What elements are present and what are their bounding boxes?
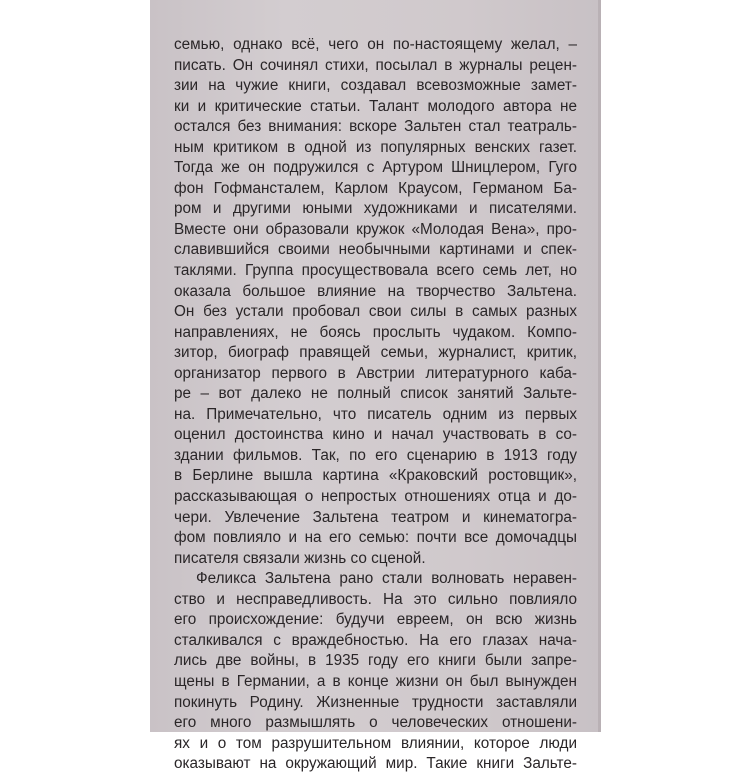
page-edge [598,0,601,732]
text-line: на. Примечательно, что писатель одним из первых [174,405,577,423]
text-line: лись две войны, в 1935 году его книги были запре- [174,652,577,670]
text-line: семью, однако всё, чего он по-настоящему желал, – [174,36,577,53]
text-line: зии на чужие книги, создавал всевозможные замет- [174,77,577,95]
text-line: его происхождение: будучи евреем, он всю жизнь [174,611,577,629]
text-line: Он без устали пробовал свои силы в самых разных [174,303,577,321]
text-line: ром и другими юными художниками и писателями. [174,200,577,218]
text-line: писателя связали жизнь со сценой. [174,549,426,567]
text-line: зитор, биограф правящей семьи, журналист, критик, [174,344,577,362]
text-line: направлениях, не боясь прослыть чудаком. Компо- [174,323,577,341]
text-line: оказывают на окружающий мир. Такие книги Зальте- [174,755,577,773]
text-line: ях и о том разрушительном влиянии, которое люди [174,734,577,752]
text-line: таклями. Группа просуществовала всего семь лет, но [174,262,577,280]
text-line: щены в Германии, а в конце жизни он был вынужден [174,672,577,690]
text-line: Тогда же он подружился с Артуром Шницлером, Гуго [174,159,577,177]
text-line: остался без внимания: вскоре Зальтен стал театраль- [174,118,577,136]
body-text [174,35,577,775]
text-line: Вместе они образовали кружок «Молодая Вена», про- [174,220,577,238]
text-line: организатор первого в Австрии литературного каба- [174,364,577,382]
text-line: ки и критические статьи. Талант молодого автора не [174,97,577,115]
text-line: здании фильмов. Так, по его сценарию в 1913 году [174,446,577,464]
text-line: сталкивался с враждебностью. На его глазах нача- [174,631,577,649]
text-line: покинуть Родину. Жизненные трудности заставляли [174,693,577,711]
text-line: славившийся своими необычными картинами и спек- [174,241,577,259]
text-line: фом повлияло и на его семью: почти все домочадцы [174,529,577,547]
text-line: Феликса Зальтена рано стали волновать неравен- [196,570,577,588]
text-line: ство и несправедливость. На это сильно повлияло [174,590,577,608]
text-line: чери. Увлечение Зальтена театром и кинематогра- [174,508,577,526]
text-line: фон Гофмансталем, Карлом Краусом, Германом Ба- [174,179,577,197]
text-line: в Берлине вышла картина «Краковский ростовщик», [174,467,577,485]
text-line: оказала большое влияние на творчество Зальтена. [174,282,577,300]
text-line: ным критиком в одной из популярных венских газет. [174,138,577,156]
text-line: ре – вот далеко не полный список занятий Зальте- [174,385,577,403]
text-line: рассказывающая о непростых отношениях отца и до- [174,488,577,506]
text-line: писать. Он сочинял стихи, посылал в журналы рецен- [174,56,577,74]
text-line: оценил достоинства кино и начал участвовать в со- [174,426,577,444]
text-line: его много размышлять о человеческих отношени- [174,714,577,732]
